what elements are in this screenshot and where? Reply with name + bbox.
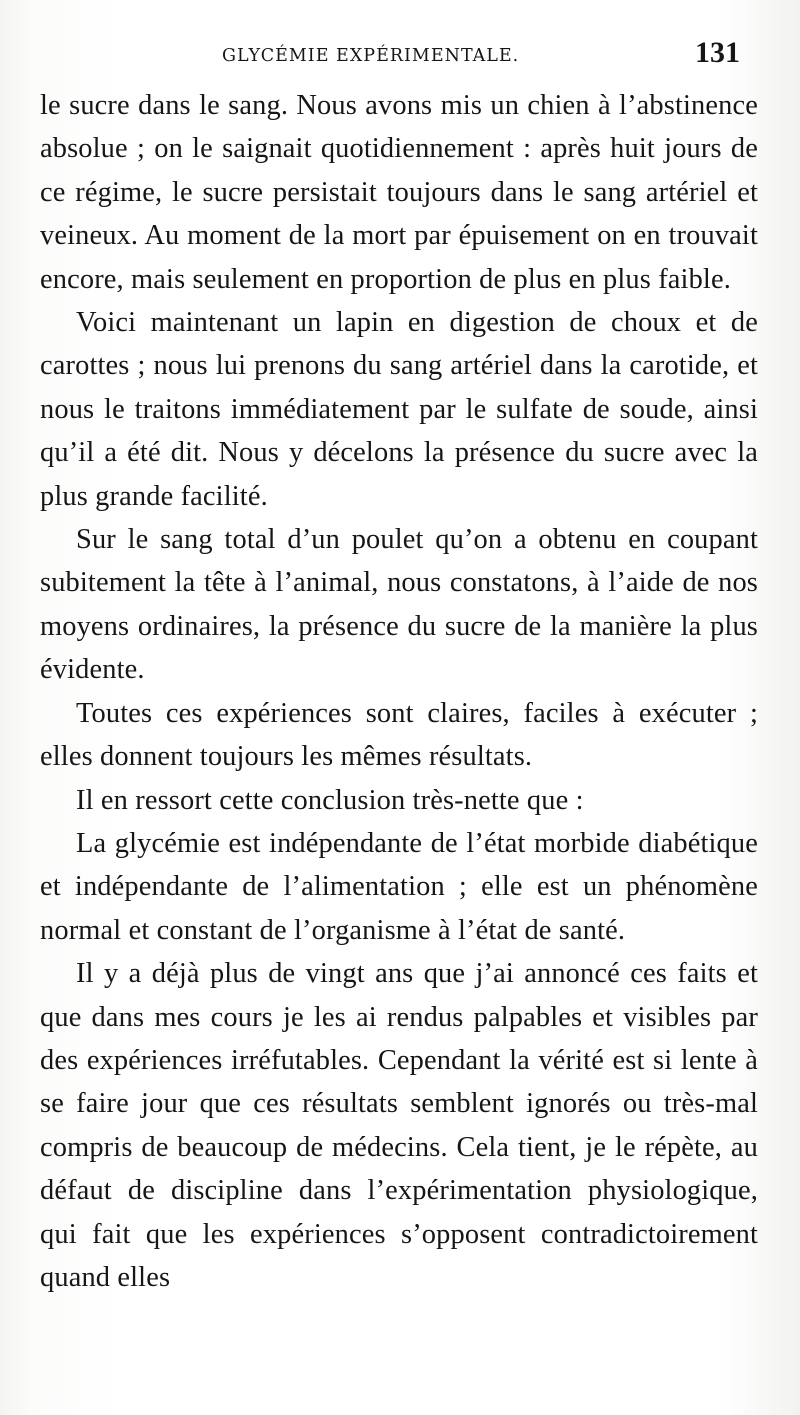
paragraph: Il y a déjà plus de vingt ans que j’ai annoncé ces faits et que dans mes cours je les ai rendus palpables et visibles par des expériences irréfutables. Cependant la vérité est si lente à se faire jour que ces résultats semblent ignorés ou très-mal compris de beaucoup de médecins. Cela tient, je le répète, au défaut de discipline dans l’expérimentation physiologique, qui fait que les expériences s’opposent contradictoirement quand elles bbox=[40, 958, 758, 1293]
page-header bbox=[222, 36, 740, 76]
paragraph: le sucre dans le sang. Nous avons mis un chien à l’abstinence absolue ; on le saignait quotidiennement : après huit jours de ce régime, le sucre persistait toujours dans le sang artériel et veineux. Au moment de la mort par épuisement on en trouvait encore, mais seulement en proportion de plus en plus faible. bbox=[40, 90, 758, 295]
paragraph: Voici maintenant un lapin en digestion de choux et de carottes ; nous lui prenons du sang artériel dans la carotide, et nous le traitons immédiatement par le sulfate de soude, ainsi qu’il a été dit. Nous y décelons la présence du sucre avec la plus grande facilité. bbox=[40, 307, 758, 512]
paragraph: La glycémie est indépendante de l’état morbide diabétique et indépendante de l’alimentation ; elle est un phénomène normal et constant de l’organisme à l’état de santé. bbox=[40, 827, 758, 946]
paragraph: Sur le sang total d’un poulet qu’on a obtenu en coupant subitement la tête à l’animal, nous constatons, à l’aide de nos moyens ordinaires, la présence du sucre de la manière la plus évidente. bbox=[40, 524, 758, 686]
paragraph: Il en ressort cette conclusion très-nette que : bbox=[76, 784, 584, 816]
paragraph: Toutes ces expériences sont claires, faciles à exécuter ; elles donnent toujours les mêmes résultats. bbox=[40, 697, 758, 773]
body-text bbox=[40, 84, 758, 1299]
page-number: 131 bbox=[695, 36, 740, 69]
running-title: GLYCÉMIE EXPÉRIMENTALE. bbox=[222, 46, 520, 66]
